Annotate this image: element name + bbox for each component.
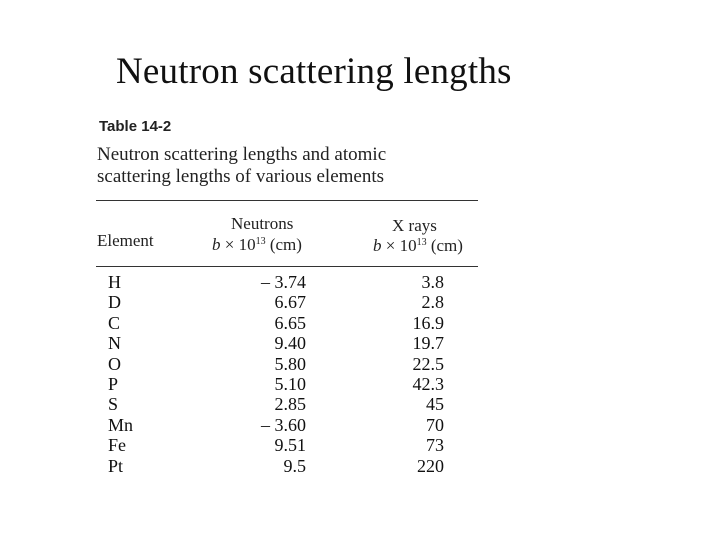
table-header-rule (96, 266, 478, 267)
cell-element: S (108, 394, 119, 415)
table-caption (97, 144, 386, 188)
cell-element: Fe (108, 435, 126, 456)
table-label: Table 14-2 (99, 118, 172, 135)
table-row (0, 374, 720, 394)
cell-xrays: 19.7 (412, 333, 444, 354)
table-row (0, 435, 720, 455)
table-row (0, 292, 720, 312)
header-neutrons-times: × 10 (220, 235, 256, 254)
header-xrays-cm: (cm) (426, 236, 463, 255)
cell-neutrons: 6.67 (274, 292, 306, 313)
cell-element: Mn (108, 414, 134, 435)
table-caption-line-1: Neutron scattering lengths and atomic (97, 144, 387, 165)
table-row (0, 456, 720, 476)
header-neutrons-exponent: 13 (255, 236, 266, 247)
cell-neutrons: 5.10 (274, 373, 306, 394)
cell-element: O (108, 353, 121, 374)
table-row (0, 272, 720, 292)
table-row (0, 313, 720, 333)
header-neutrons-unit (212, 235, 302, 255)
cell-neutrons: – 3.74 (261, 272, 306, 292)
cell-element: D (108, 292, 121, 313)
header-neutrons-symbol: b (212, 235, 221, 254)
cell-element: Pt (108, 455, 124, 476)
header-neutrons-cm: (cm) (265, 235, 302, 254)
cell-xrays: 220 (417, 455, 444, 476)
table-row (0, 333, 720, 353)
cell-neutrons: 9.51 (274, 435, 306, 456)
cell-xrays: 45 (426, 394, 444, 415)
slide-title: Neutron scattering lengths (116, 51, 512, 92)
cell-xrays: 22.5 (412, 353, 444, 374)
header-xrays: X rays (392, 216, 437, 235)
table-top-rule (96, 200, 478, 201)
cell-element: H (108, 272, 121, 292)
header-xrays-exponent: 13 (416, 237, 427, 248)
table-caption-line-2: scattering lengths of various elements (97, 166, 385, 187)
header-xrays-symbol: b (373, 236, 382, 255)
header-xrays-times: × 10 (381, 236, 417, 255)
cell-neutrons: 2.85 (274, 394, 306, 415)
cell-xrays: 73 (426, 435, 444, 456)
cell-xrays: 70 (426, 414, 444, 435)
cell-xrays: 2.8 (421, 292, 444, 313)
cell-element: N (108, 333, 121, 354)
header-xrays-unit (373, 236, 463, 256)
cell-element: C (108, 312, 121, 333)
header-element: Element (97, 231, 154, 250)
cell-xrays: 42.3 (412, 373, 444, 394)
cell-xrays: 16.9 (412, 312, 444, 333)
cell-xrays: 3.8 (421, 272, 444, 292)
table-body (0, 272, 720, 476)
cell-neutrons: 9.5 (283, 455, 306, 476)
table-row (0, 394, 720, 414)
table-row (0, 415, 720, 435)
header-neutrons: Neutrons (231, 214, 294, 233)
cell-neutrons: 6.65 (274, 312, 306, 333)
cell-element: P (108, 373, 119, 394)
cell-neutrons: – 3.60 (261, 414, 306, 435)
table-row (0, 354, 720, 374)
cell-neutrons: 9.40 (274, 333, 306, 354)
cell-neutrons: 5.80 (274, 353, 306, 374)
